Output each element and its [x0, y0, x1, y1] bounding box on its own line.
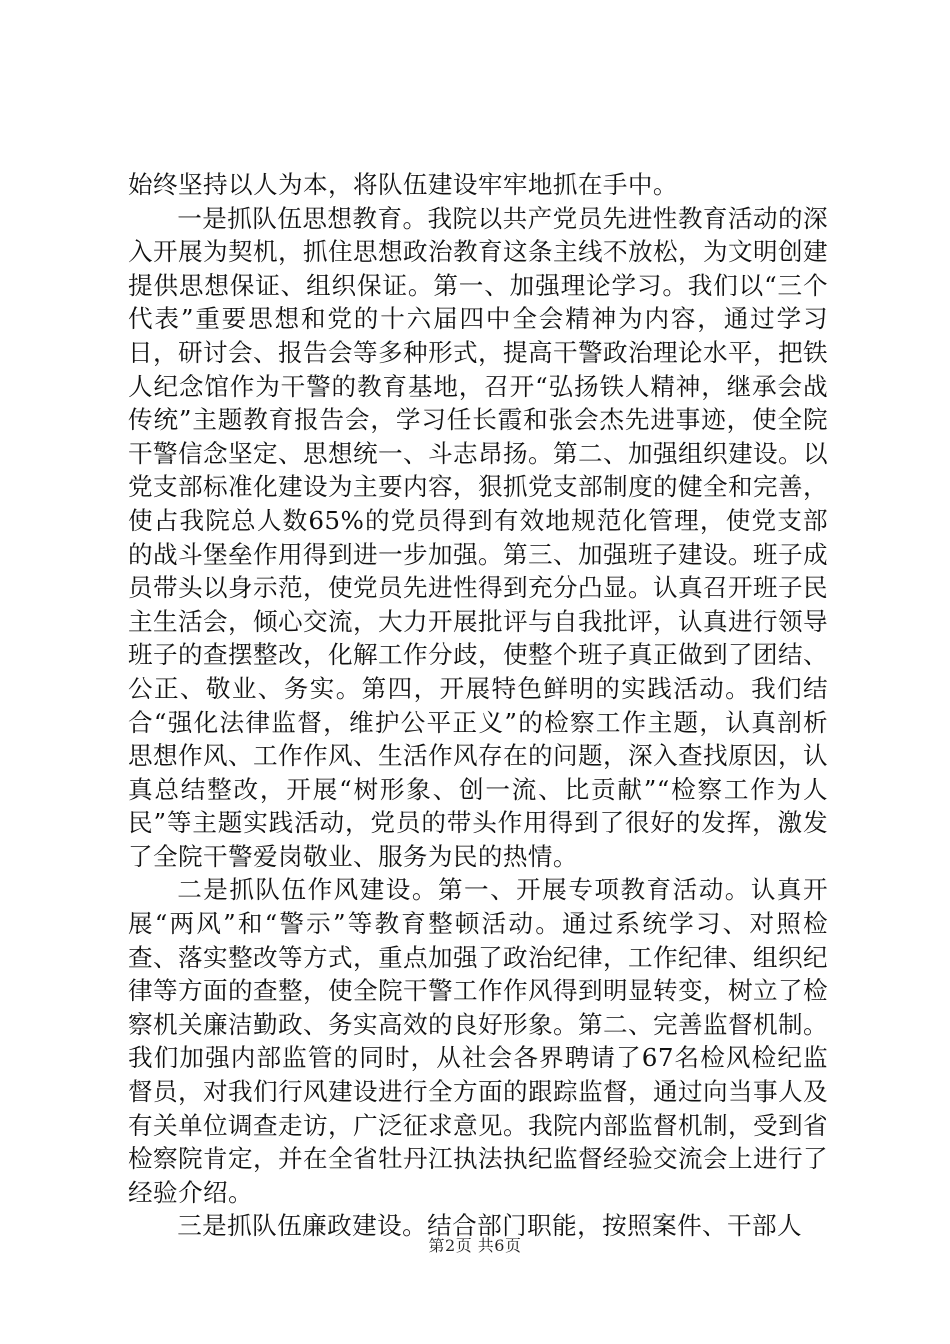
page-footer: [0, 1236, 950, 1256]
paragraph-integrity: 三是抓队伍廉政建设。结合部门职能，按照案件、干部人: [177, 1211, 803, 1241]
page-number: 第2页 共6页: [428, 1236, 522, 1255]
paragraph-ideological-education: 一是抓队伍思想教育。我院以共产党员先进性教育活动的深入开展为契机，抓住思想政治教育这条主线不放松，为文明创建提供思想保证、组织保证。第一、加强理论学习。我们以“三个代表”重要思想和党的十六届四中全会精神为内容，通过学习日，研讨会、报告会等多种形式，提高干警政治理论水平，把铁人纪念馆作为干警的教育基地，召开“弘扬铁人精神，继承会战传统”主题教育报告会，学习任长霞和张会杰先进事迹，使全院干警信念坚定、思想统一、斗志昂扬。第二、加强组织建设。以党支部标准化建设为主要内容，狠抓党支部制度的健全和完善，使占我院总人数65%的党员得到有效地规范化管理，使党支部的战斗堡垒作用得到进一步加强。第三、加强班子建设。班子成员带头以身示范，使党员先进性得到充分凸显。认真召开班子民主生活会，倾心交流，大力开展批评与自我批评，认真进行领导班子的查摆整改，化解工作分歧，使整个班子真正做到了团结、公正、敬业、务实。第四，开展特色鲜明的实践活动。我们结合“强化法律监督，维护公平正义”的检察工作主题，认真剖析思想作风、工作作风、生活作风存在的问题，深入查找原因，认真总结整改，开展“树形象、创一流、比贡献”“检察工作为人民”等主题实践活动，党员的带头作用得到了很好的发挥，激发了全院干警爱岗敬业、服务为民的热情。: [128, 203, 828, 871]
paragraph-continuation: 始终坚持以人为本，将队伍建设牢牢地抓在手中。: [128, 170, 678, 199]
paragraph-work-style: 二是抓队伍作风建设。第一、开展专项教育活动。认真开展“两风”和“警示”等教育整顿活动。通过系统学习、对照检查、落实整改等方式，重点加强了政治纪律，工作纪律、组织纪律等方面的查整，使全院干警工作作风得到明显转变，树立了检察机关廉洁勤政、务实高效的良好形象。第二、完善监督机制。我们加强内部监管的同时，从社会各界聘请了67名检风检纪监督员，对我们行风建设进行全方面的跟踪监督，通过向当事人及有关单位调查走访，广泛征求意见。我院内部监督机制，受到省检察院肯定，并在全省牡丹江执法执纪监督经验交流会上进行了经验介绍。: [128, 875, 828, 1207]
document-body: [128, 168, 828, 1243]
